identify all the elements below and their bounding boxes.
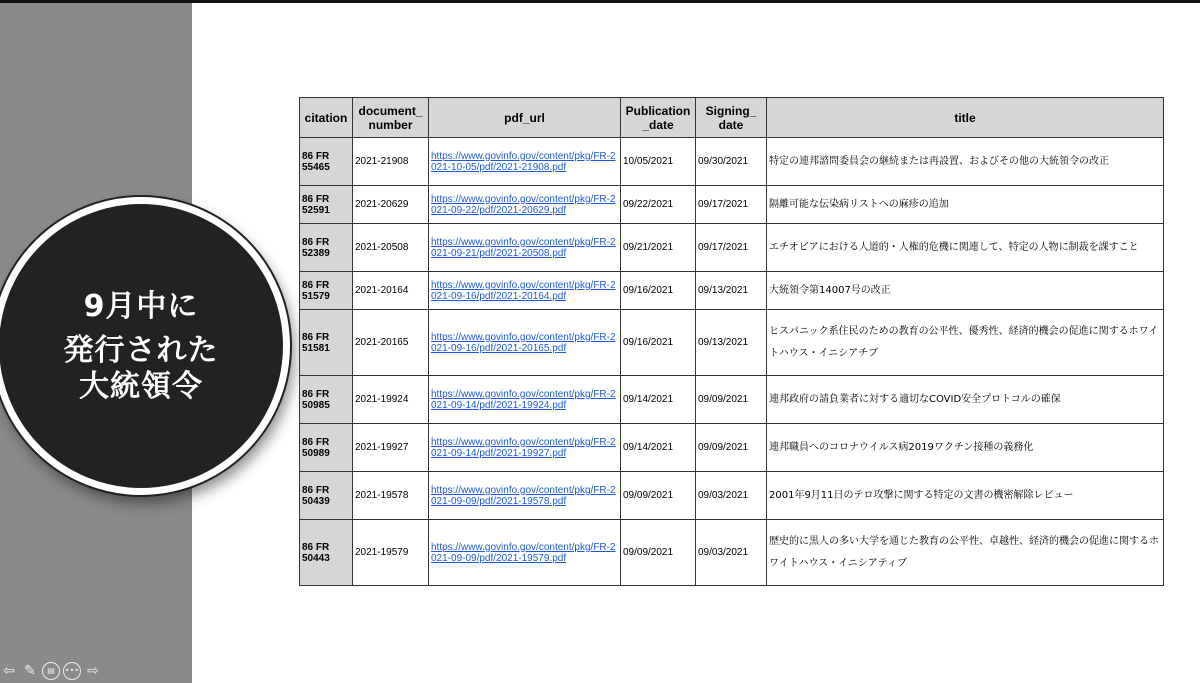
publication-date-cell: 09/14/2021 (621, 424, 696, 472)
signing-date-cell: 09/09/2021 (696, 424, 767, 472)
pdf-url-link[interactable]: https://www.govinfo.gov/content/pkg/FR-2021-09-16/pdf/2021-20165.pdf (431, 331, 616, 354)
document-number-cell: 2021-20508 (353, 224, 429, 272)
title-line-2: 発行された (63, 333, 219, 368)
column-header-signing-date: Signing_ date (696, 98, 767, 138)
document-number-cell: 2021-20164 (353, 272, 429, 310)
pdf-url-link[interactable]: https://www.govinfo.gov/content/pkg/FR-2021-09-09/pdf/2021-19579.pdf (431, 541, 616, 564)
pdf-url-link[interactable]: https://www.govinfo.gov/content/pkg/FR-2021-09-16/pdf/2021-20164.pdf (431, 279, 616, 302)
title-cell: 2001年9月11日のテロ攻撃に関する特定の文書の機密解除レビュー (767, 472, 1164, 520)
slides-overview-icon[interactable]: ▤ (42, 662, 60, 680)
citation-cell: 86 FR 51581 (300, 310, 353, 376)
citation-cell: 86 FR 51579 (300, 272, 353, 310)
title-cell: 大統領令第14007号の改正 (767, 272, 1164, 310)
next-slide-icon[interactable]: ⇨ (87, 663, 99, 679)
column-header-title: title (767, 98, 1164, 138)
publication-date-cell: 09/09/2021 (621, 472, 696, 520)
column-header-citation: citation (300, 98, 353, 138)
citation-cell: 86 FR 52591 (300, 186, 353, 224)
column-header-publication-date: Publication _date (621, 98, 696, 138)
table-row (300, 376, 1164, 424)
pdf-url-cell (429, 224, 621, 272)
pdf-url-link[interactable]: https://www.govinfo.gov/content/pkg/FR-2021-09-21/pdf/2021-20508.pdf (431, 236, 616, 259)
document-number-cell: 2021-20165 (353, 310, 429, 376)
title-cell: エチオピアにおける人道的・人権的危機に関連して、特定の人物に制裁を課すこと (767, 224, 1164, 272)
publication-date-cell: 09/16/2021 (621, 272, 696, 310)
table-row (300, 472, 1164, 520)
title-line-3: 大統領令 (79, 369, 203, 404)
pdf-url-cell (429, 186, 621, 224)
column-header-document-number: document_ number (353, 98, 429, 138)
title-badge (0, 197, 290, 495)
citation-cell: 86 FR 50443 (300, 520, 353, 586)
citation-cell: 86 FR 50985 (300, 376, 353, 424)
publication-date-cell: 09/09/2021 (621, 520, 696, 586)
pdf-url-link[interactable]: https://www.govinfo.gov/content/pkg/FR-2021-09-14/pdf/2021-19924.pdf (431, 388, 616, 411)
signing-date-cell: 09/03/2021 (696, 472, 767, 520)
pdf-url-link[interactable]: https://www.govinfo.gov/content/pkg/FR-2021-09-22/pdf/2021-20629.pdf (431, 193, 616, 216)
document-number-cell: 2021-19579 (353, 520, 429, 586)
column-header-pdf-url: pdf_url (429, 98, 621, 138)
table-row (300, 310, 1164, 376)
pdf-url-link[interactable]: https://www.govinfo.gov/content/pkg/FR-2021-10-05/pdf/2021-21908.pdf (431, 150, 616, 173)
slideshow-controls (0, 660, 102, 682)
title-cell: 歴史的に黒人の多い大学を通じた教育の公平性、卓越性、経済的機会の促進に関するホワイトハウス・イニシアティブ (767, 520, 1164, 586)
table-row (300, 272, 1164, 310)
table-row (300, 138, 1164, 186)
pdf-url-cell (429, 376, 621, 424)
signing-date-cell: 09/09/2021 (696, 376, 767, 424)
citation-cell: 86 FR 55465 (300, 138, 353, 186)
signing-date-cell: 09/03/2021 (696, 520, 767, 586)
previous-slide-icon[interactable]: ⇦ (3, 663, 15, 679)
table-row (300, 424, 1164, 472)
publication-date-cell: 09/21/2021 (621, 224, 696, 272)
pdf-url-link[interactable]: https://www.govinfo.gov/content/pkg/FR-2021-09-14/pdf/2021-19927.pdf (431, 436, 616, 459)
document-number-cell: 2021-20629 (353, 186, 429, 224)
signing-date-cell: 09/13/2021 (696, 310, 767, 376)
executive-orders-table (299, 97, 1164, 586)
pdf-url-cell (429, 424, 621, 472)
more-options-icon[interactable]: ••• (63, 662, 81, 680)
pdf-url-cell (429, 272, 621, 310)
table-row (300, 186, 1164, 224)
pen-icon[interactable]: ✎ (24, 663, 36, 679)
publication-date-cell: 09/16/2021 (621, 310, 696, 376)
citation-cell: 86 FR 50439 (300, 472, 353, 520)
pdf-url-cell (429, 472, 621, 520)
title-cell: 連邦政府の請負業者に対する適切なCOVID安全プロトコルの確保 (767, 376, 1164, 424)
pdf-url-cell (429, 138, 621, 186)
title-cell: 特定の連邦諮問委員会の継続または再設置、およびその他の大統領令の改正 (767, 138, 1164, 186)
signing-date-cell: 09/17/2021 (696, 186, 767, 224)
signing-date-cell: 09/13/2021 (696, 272, 767, 310)
signing-date-cell: 09/30/2021 (696, 138, 767, 186)
citation-cell: 86 FR 50989 (300, 424, 353, 472)
title-line-1: 9月中に (83, 289, 199, 324)
table-row (300, 520, 1164, 586)
citation-cell: 86 FR 52389 (300, 224, 353, 272)
table-header-row (300, 98, 1164, 138)
table-row (300, 224, 1164, 272)
publication-date-cell: 09/14/2021 (621, 376, 696, 424)
document-number-cell: 2021-19578 (353, 472, 429, 520)
publication-date-cell: 09/22/2021 (621, 186, 696, 224)
document-number-cell: 2021-19927 (353, 424, 429, 472)
document-number-cell: 2021-21908 (353, 138, 429, 186)
title-cell: 連邦職員へのコロナウイルス病2019ワクチン接種の義務化 (767, 424, 1164, 472)
signing-date-cell: 09/17/2021 (696, 224, 767, 272)
pdf-url-link[interactable]: https://www.govinfo.gov/content/pkg/FR-2021-09-09/pdf/2021-19578.pdf (431, 484, 616, 507)
title-cell: 隔離可能な伝染病リストへの麻疹の追加 (767, 186, 1164, 224)
publication-date-cell: 10/05/2021 (621, 138, 696, 186)
title-cell: ヒスパニック系住民のための教育の公平性、優秀性、経済的機会の促進に関するホワイトハウス・イニシアチブ (767, 310, 1164, 376)
pdf-url-cell (429, 310, 621, 376)
pdf-url-cell (429, 520, 621, 586)
document-number-cell: 2021-19924 (353, 376, 429, 424)
